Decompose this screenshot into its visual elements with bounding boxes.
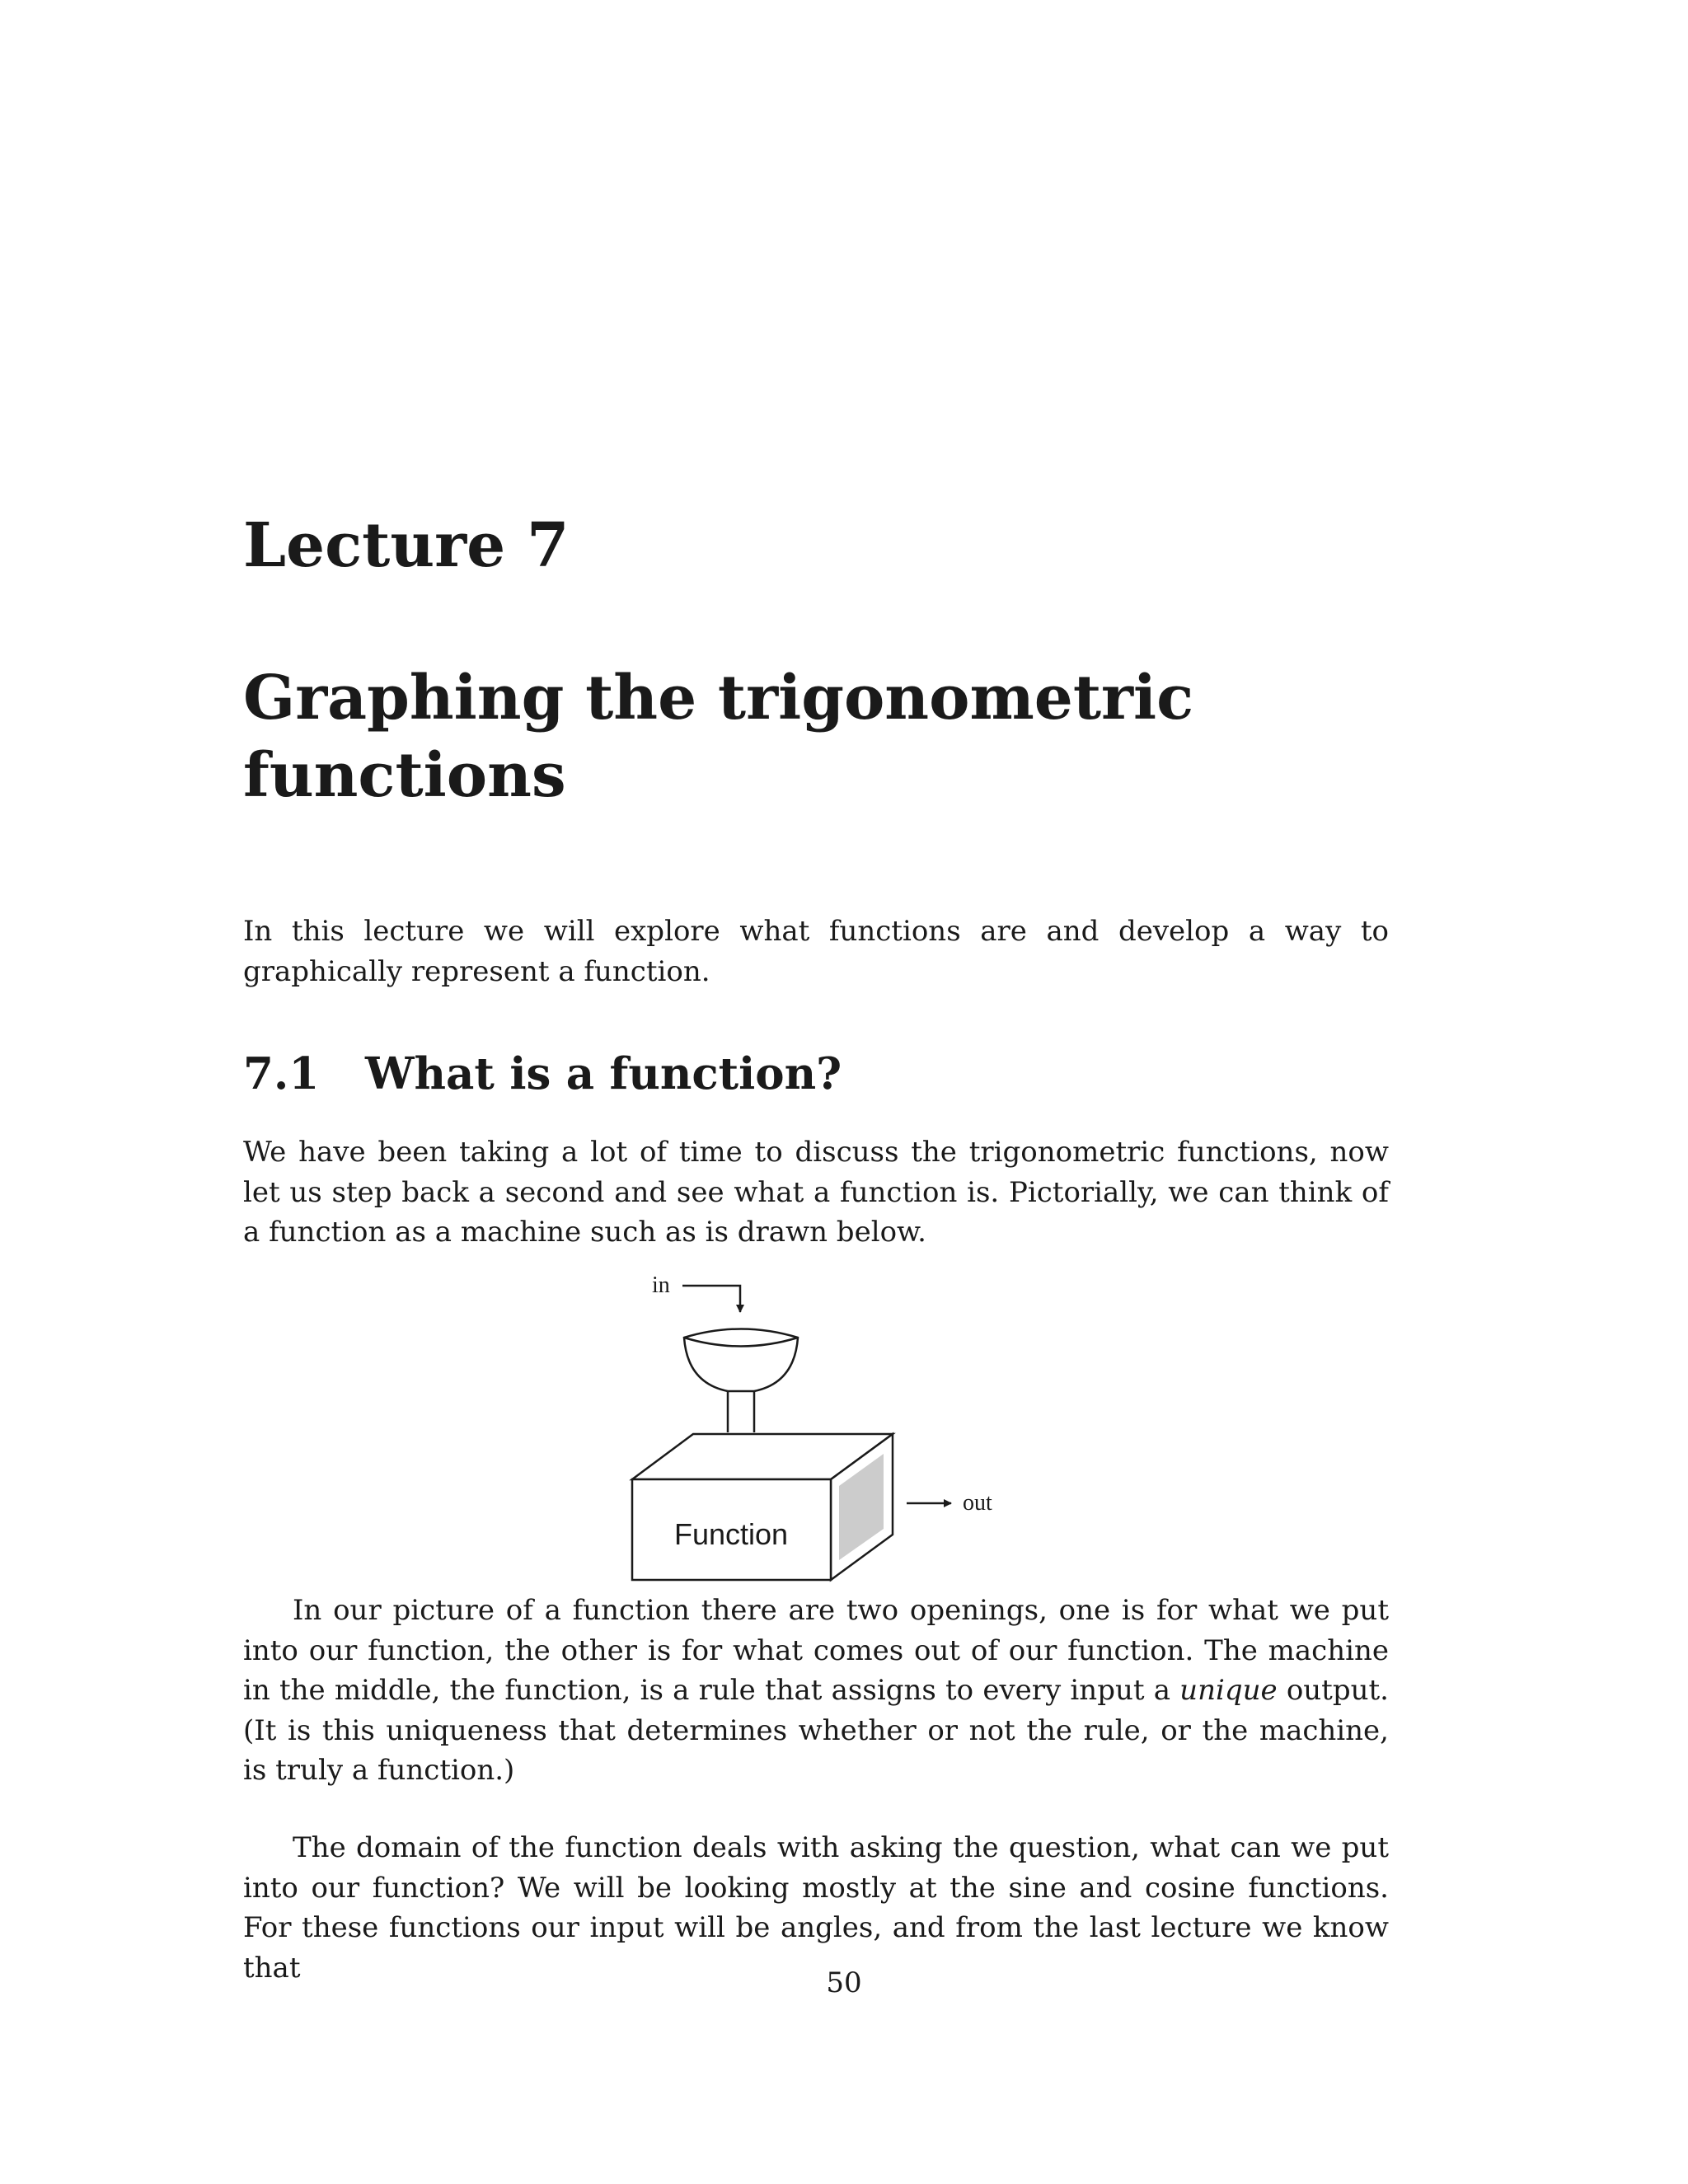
section-heading <box>243 1048 842 1101</box>
in-arrow <box>682 1286 740 1312</box>
body-paragraph-2 <box>243 1591 1389 1791</box>
body-paragraph-2-before: In our picture of a function there are two openings, one is for what we put into our function, the other is for what comes out of our function. The machine in the middle, the function, is a rule that assigns to every input a <box>243 1594 1389 1707</box>
chapter-title: Graphing the trigonometric functions <box>243 663 1194 811</box>
page-number: 50 <box>826 1966 862 1999</box>
in-label: in <box>652 1272 670 1298</box>
out-label: out <box>963 1490 992 1516</box>
unique-emphasis: unique <box>1179 1674 1278 1707</box>
function-machine-diagram <box>577 1269 1039 1582</box>
funnel-bowl <box>684 1329 798 1392</box>
intro-paragraph: In this lecture we will explore what functions are and develop a way to graphically represent a function. <box>243 915 1389 988</box>
body-paragraph-3: The domain of the function deals with asking the question, what can we put into our function? We will be looking mostly at the sine and cosine functions. For these functions our input will be angles, and from the last lecture we know that <box>243 1831 1389 1985</box>
body-paragraph-2-after: output. (It is this uniqueness that determines whether or not the rule, or the machine, is truly a function.) <box>243 1674 1389 1787</box>
section-title: What is a function? <box>365 1048 842 1099</box>
body-paragraph-1: We have been taking a lot of time to discuss the trigonometric functions, now let us step back a second and see what a function is. Pictorially, we can think of a function as a machine such as is drawn below. <box>243 1136 1389 1249</box>
chapter-label: Lecture 7 <box>243 510 570 581</box>
function-box-label: Function <box>673 1517 789 1551</box>
section-number: 7.1 <box>243 1048 320 1099</box>
